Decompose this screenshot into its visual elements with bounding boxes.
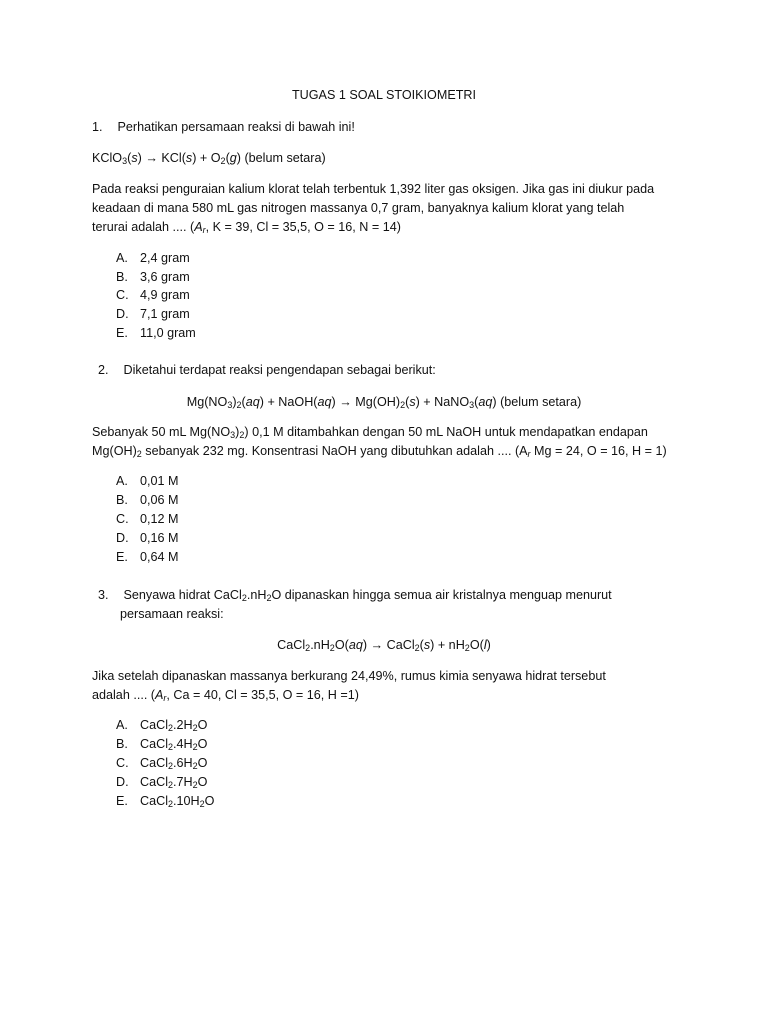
question-1-equation: KClO$_3$(s) → $KCl(s) + O_2(g)$ (belum setara)	[92, 151, 326, 166]
question-2-number: 2.	[98, 363, 109, 377]
question-1-option-e: E. 11,0 gram	[116, 326, 196, 340]
question-2-stem: Diketahui terdapat reaksi pengendapan sebagai berikut:	[123, 363, 436, 377]
question-1-stem: Perhatikan persamaan reaksi di bawah ini!	[117, 120, 355, 134]
question-3-equation: $CaCl_2.nH_2O(aq)$ → CaCl$_2$(s) + $nH_2O(l)$	[277, 638, 491, 653]
question-2-equation: $Mg(NO_3)_2(aq)$ + NaOH(aq) → $Mg(OH)_2(s)$ + NaNO$_3$(aq) (belum setara)	[186, 395, 582, 410]
page-title: TUGAS 1 SOAL STOIKIOMETRI	[291, 88, 477, 102]
question-1-option-d: D. 7,1 gram	[116, 307, 190, 321]
question-1-option-c: C. 4,9 gram	[116, 288, 190, 302]
question-3-option-d: D. $CaCl_2.7H_2O$	[116, 775, 208, 790]
question-3-option-e: E. $CaCl_2.10H_2O$	[116, 794, 215, 809]
question-1-paragraph-line-1: Pada reaksi penguraian kalium klorat telah terbentuk 1,392 liter gas oksigen. Jika gas ini diukur pada	[92, 182, 655, 196]
question-3-number: 3.	[98, 588, 109, 602]
question-3-option-a: A. $CaCl_2.2H_2O$	[116, 718, 208, 733]
question-1-number: 1.	[92, 120, 103, 134]
question-1-option-a: A. 2,4 gram	[116, 251, 190, 265]
question-2-paragraph-line-2: $Mg(OH)_2$ sebanyak 232 mg. Konsentrasi NaOH yang dibutuhkan adalah .... ($A_r$ Mg = 24, O = 16, H = 1)	[92, 444, 667, 459]
question-2-option-b: B. 0,06 M	[116, 493, 179, 507]
question-3-option-c: C. $CaCl_2.6H_2O$	[116, 756, 208, 771]
question-1-paragraph-line-3: terurai adalah .... ($A_r$, K = 39, Cl = 35,5, O = 16, N = 14)	[92, 220, 401, 235]
question-3-header-line-1	[98, 586, 612, 605]
question-2-option-e: E. 0,64 M	[116, 550, 179, 564]
question-1-paragraph-line-2: keadaan di mana 580 mL gas nitrogen massanya 0,7 gram, banyaknya kalium klorat yang telah	[92, 201, 625, 215]
question-2-option-d: D. 0,16 M	[116, 531, 179, 545]
question-3-stem-line-1: Senyawa hidrat $CaCl_2.nH_2O$ dipanaskan hingga semua air kristalnya menguap menurut	[123, 588, 612, 603]
question-2-paragraph-line-1: Sebanyak 50 mL $Mg(NO_3)_2$) 0,1 M ditambahkan dengan 50 mL NaOH untuk mendapatkan endapan	[92, 425, 648, 440]
question-2-option-a: A. 0,01 M	[116, 474, 179, 488]
question-1-option-b: B. 3,6 gram	[116, 270, 190, 284]
question-2-header	[98, 361, 436, 380]
question-3-stem-line-2: persamaan reaksi:	[120, 607, 224, 621]
question-1-header	[92, 118, 355, 137]
question-3-paragraph-line-1: Jika setelah dipanaskan massanya berkurang 24,49%, rumus kimia senyawa hidrat tersebut	[92, 669, 606, 683]
question-2-option-c: C. 0,12 M	[116, 512, 179, 526]
question-3-option-b: B. $CaCl_2.4H_2O$	[116, 737, 208, 752]
question-3-paragraph-line-2: adalah .... ($A_r$, Ca = 40, Cl = 35,5, O = 16, H =1)	[92, 688, 359, 703]
